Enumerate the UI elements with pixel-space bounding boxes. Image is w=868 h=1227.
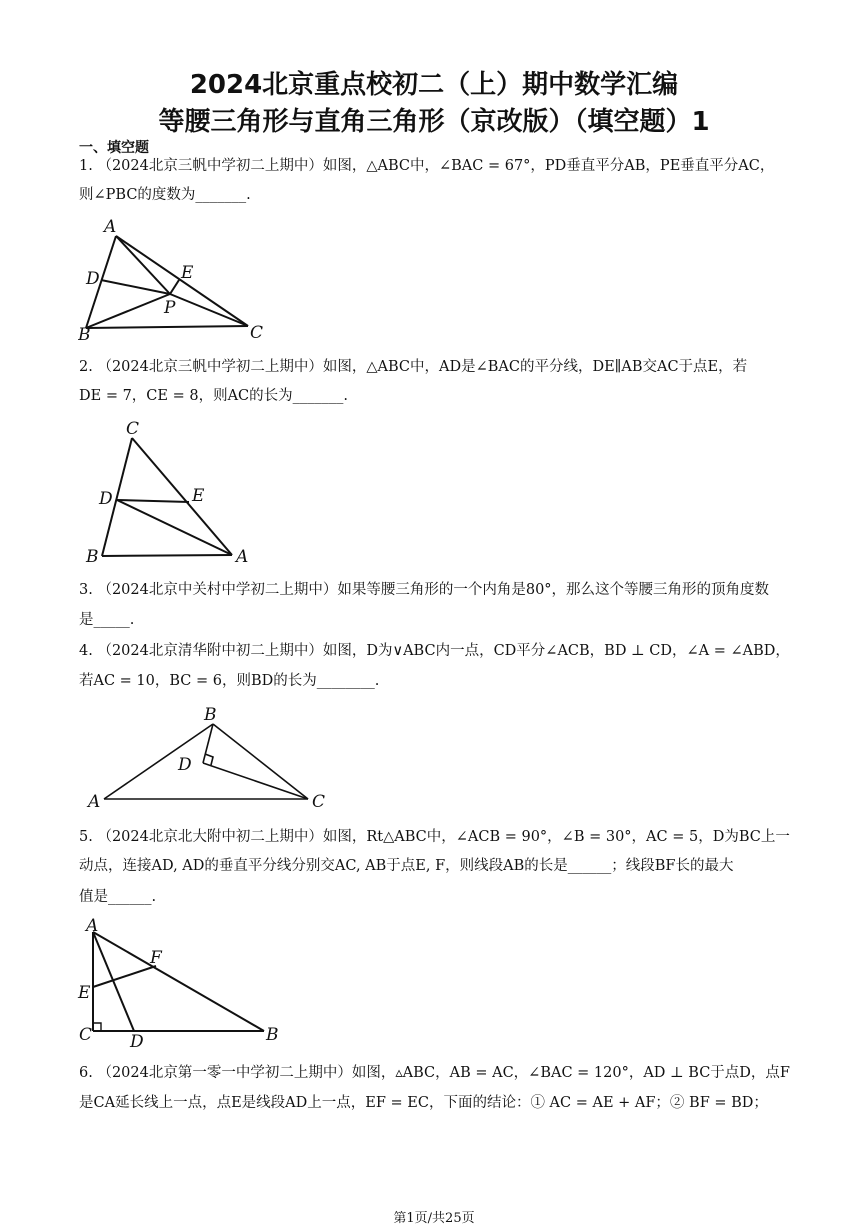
figure-q4 (86, 704, 336, 814)
q1-line2: 则∠PBC的度数为_______. (79, 187, 251, 203)
q5-line3: 值是______. (79, 889, 157, 905)
q2-line1: 2. （2024北京三帆中学初二上期中）如图，△ABC中，AD是∠BAC的平分线，DE∥AB交AC于点E，若 (79, 359, 748, 375)
fig1-label-d: D (86, 269, 100, 289)
fig1-label-c: C (250, 323, 264, 343)
fig2-label-c: C (126, 419, 140, 439)
fig1-label-p: P (164, 298, 176, 318)
fig4-label-b: B (204, 705, 217, 725)
fig4-label-a: A (88, 792, 101, 812)
q4-line1: 4. （2024北京清华附中初二上期中）如图，D为∨ABC内一点，CD平分∠ACB，BD ⊥ CD，∠A = ∠ABD， (79, 643, 790, 659)
fig1-label-b: B (78, 325, 91, 344)
q6-line2: 是CA延长线上一点，点E是线段AD上一点，EF = EC，下面的结论：① AC = AE + AF；② BF = BD； (79, 1095, 768, 1111)
q6-line1: 6. （2024北京第一零一中学初二上期中）如图，▵ABC，AB = AC，∠BAC = 120°，AD ⊥ BC于点D，点F (79, 1065, 790, 1081)
fig1-label-e: E (181, 263, 194, 283)
fig2-label-b: B (86, 547, 99, 567)
fig5-label-d: D (130, 1032, 144, 1051)
section-heading: 一、填空题 (79, 140, 149, 156)
fig2-label-e: E (192, 486, 205, 506)
fig5-label-a: A (86, 916, 99, 936)
q2-line2: DE = 7，CE = 8，则AC的长为_______. (79, 388, 348, 404)
fig5-label-f: F (150, 948, 162, 968)
fig5-label-c: C (79, 1025, 93, 1045)
fig2-label-d: D (99, 489, 113, 509)
q3-line1: 3. （2024北京中关村中学初二上期中）如果等腰三角形的一个内角是80°，那么这个等腰三角形的顶角度数 (79, 582, 770, 598)
figure-q1 (78, 212, 278, 344)
fig2-label-a: A (236, 547, 249, 567)
q3-line2: 是_____. (79, 612, 135, 628)
figure-q5 (76, 916, 286, 1051)
fig4-label-c: C (312, 792, 326, 812)
fig5-label-e: E (78, 983, 91, 1003)
document-title-line1: 2024北京重点校初二（上）期中数学汇编 (189, 70, 679, 100)
q5-line2: 动点，连接AD, AD的垂直平分线分别交AC, AB于点E, F，则线段AB的长是______；线段BF长的最大 (79, 858, 734, 874)
q4-line2: 若AC = 10，BC = 6，则BD的长为________. (79, 673, 380, 689)
figure-q2 (82, 418, 262, 568)
q1-line1: 1. （2024北京三帆中学初二上期中）如图，△ABC中，∠BAC = 67°，PD垂直平分AB，PE垂直平分AC， (79, 158, 775, 174)
q5-line1: 5. （2024北京北大附中初二上期中）如图，Rt△ABC中，∠ACB = 90°，∠B = 30°，AC = 5，D为BC上一 (79, 829, 790, 845)
fig1-label-a: A (104, 217, 117, 237)
page-footer: 第1页/共25页 (393, 1211, 475, 1226)
fig4-label-d: D (178, 755, 192, 775)
fig5-label-b: B (266, 1025, 279, 1045)
document-title-line2: 等腰三角形与直角三角形（京改版）（填空题）1 (158, 107, 710, 137)
